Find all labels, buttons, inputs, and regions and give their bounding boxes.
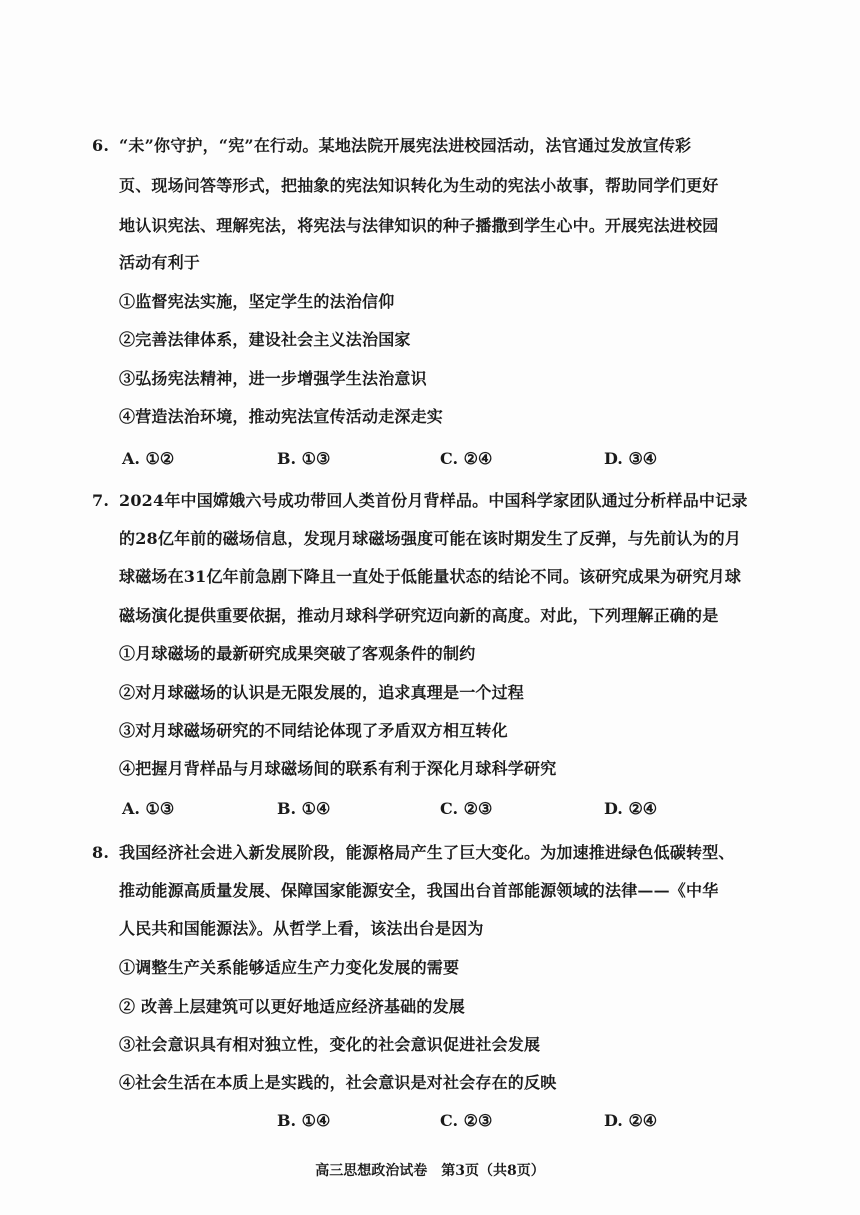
answer-choice-d[interactable]: D. ②④ [604, 1111, 658, 1130]
answer-choice-c[interactable]: C. ②④ [440, 449, 493, 468]
answer-choice-a[interactable]: A. ①② [122, 449, 175, 468]
question-stem-line: 7. 2024年中国嫦娥六号成功带回人类首份月背样品。中国科学家团队通过分析样品中记录 [92, 491, 748, 510]
question-number: 6. [92, 136, 110, 155]
statement-option: ② 改善上层建筑可以更好地适应经济基础的发展 [119, 997, 465, 1016]
question-stem-line: 人民共和国能源法》。从哲学上看，该法出台是因为 [119, 919, 484, 938]
statement-option: ③弘扬宪法精神，进一步增强学生法治意识 [119, 369, 427, 388]
answer-choice-a[interactable]: A. ①③ [122, 799, 175, 818]
statement-option: ③对月球磁场研究的不同结论体现了矛盾双方相互转化 [119, 721, 508, 740]
question-stem-line: 活动有利于 [119, 253, 201, 272]
question-stem-line: 磁场演化提供重要依据，推动月球科学研究迈向新的高度。对此，下列理解正确的是 [119, 606, 719, 625]
statement-option: ①月球磁场的最新研究成果突破了客观条件的制约 [119, 644, 476, 663]
answer-choice-c[interactable]: C. ②③ [440, 799, 493, 818]
page-footer: 高三思想政治试卷 第3页（共8页） [315, 1163, 545, 1179]
statement-option: ①监督宪法实施，坚定学生的法治信仰 [119, 292, 395, 311]
question-stem-line: 6. “未”你守护，“宪”在行动。某地法院开展宪法进校园活动，法官通过发放宣传彩 [92, 136, 692, 155]
answer-choice-d[interactable]: D. ③④ [604, 449, 658, 468]
statement-option: ④把握月背样品与月球磁场间的联系有利于深化月球科学研究 [119, 759, 557, 778]
question-stem-line: 页、现场问答等形式，把抽象的宪法知识转化为生动的宪法小故事，帮助同学们更好 [119, 176, 719, 195]
statement-option: ④营造法治环境，推动宪法宣传活动走深走实 [119, 407, 444, 426]
question-stem-line: 的28亿年前的磁场信息，发现月球磁场强度可能在该时期发生了反弹，与先前认为的月 [119, 529, 742, 548]
answer-choice-b[interactable]: B. ①④ [277, 799, 331, 818]
statement-option: ②对月球磁场的认识是无限发展的，追求真理是一个过程 [119, 683, 525, 702]
answer-choice-c[interactable]: C. ②③ [440, 1111, 493, 1130]
question-number: 7. [92, 491, 110, 510]
statement-option: ②完善法律体系，建设社会主义法治国家 [119, 330, 411, 349]
question-number: 8. [92, 843, 110, 862]
question-stem-line: 推动能源高质量发展、保障国家能源安全，我国出台首部能源领域的法律——《中华 [119, 881, 719, 900]
answer-choice-b[interactable]: B. ①③ [277, 449, 331, 468]
answer-choice-d[interactable]: D. ②④ [604, 799, 658, 818]
statement-option: ④社会生活在本质上是实践的，社会意识是对社会存在的反映 [119, 1073, 557, 1092]
question-stem-line: 球磁场在31亿年前急剧下降且一直处于低能量状态的结论不同。该研究成果为研究月球 [119, 567, 742, 586]
question-stem-line: 8. 我国经济社会进入新发展阶段，能源格局产生了巨大变化。为加速推进绿色低碳转型、 [92, 843, 735, 862]
answer-choice-b[interactable]: B. ①④ [277, 1111, 331, 1130]
statement-option: ③社会意识具有相对独立性，变化的社会意识促进社会发展 [119, 1035, 541, 1054]
question-stem-line: 地认识宪法、理解宪法，将宪法与法律知识的种子播撒到学生心中。开展宪法进校园 [119, 216, 719, 235]
statement-option: ①调整生产关系能够适应生产力变化发展的需要 [119, 958, 460, 977]
